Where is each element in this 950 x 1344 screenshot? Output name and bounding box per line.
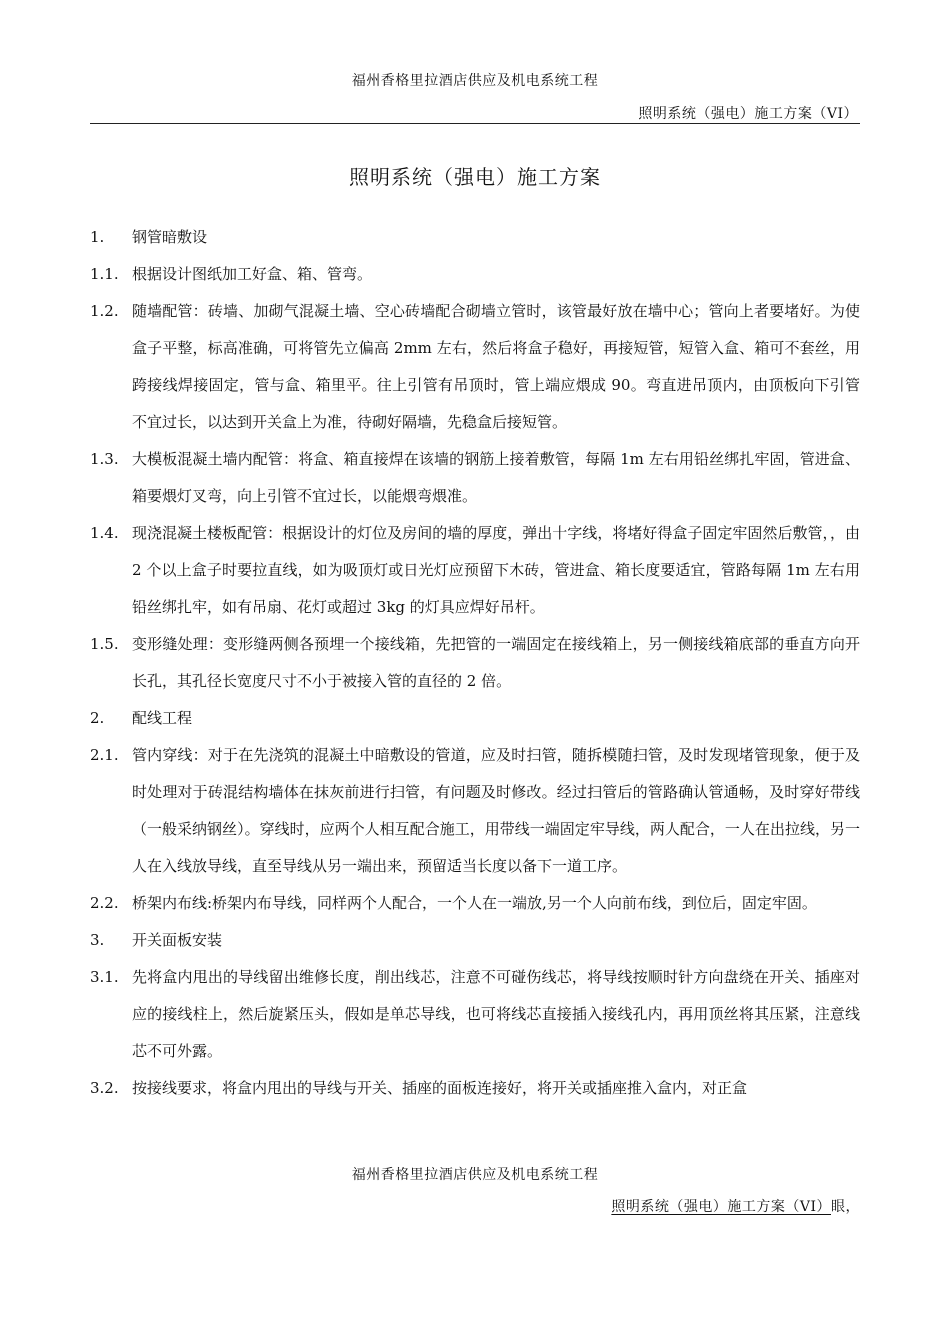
paragraph-item bbox=[90, 737, 860, 885]
paragraph-text: 配线工程 bbox=[132, 709, 193, 727]
paragraph-text: 先将盒内甩出的导线留出维修长度，削出线芯，注意不可碰伤线芯，将导线按顺时针方向盘绕在开关、插座对应的接线柱上，然后旋紧压头，假如是单芯导线，也可将线芯直接插入接线孔内，再用顶丝将其压紧，注意线芯不可外露。 bbox=[132, 968, 860, 1060]
paragraph-number: 2.2. bbox=[90, 894, 119, 912]
header-section-name: 照明系统（强电）施工方案（VI） bbox=[638, 106, 858, 122]
paragraph-number: 3.2. bbox=[90, 1079, 119, 1097]
footer-trailing-text: 眼， bbox=[831, 1199, 860, 1215]
paragraph-item bbox=[90, 256, 860, 293]
document-title: 照明系统（强电）施工方案 bbox=[349, 165, 601, 189]
document-body bbox=[90, 219, 860, 1107]
paragraph-text: 现浇混凝土楼板配管：根据设计的灯位及房间的墙的厚度，弹出十字线，将堵好得盒子固定牢固然后敷管，，由 2 个以上盒子时要拉直线，如为吸顶灯或日光灯应预留下木砖，管进盒、箱长度要适宜，管路每隔 1m 左右用铅丝绑扎牢，如有吊扇、花灯或超过 3kg 的灯具应焊好吊杆。 bbox=[132, 524, 860, 616]
paragraph-item bbox=[90, 441, 860, 515]
paragraph-text: 大模板混凝土墙内配管：将盒、箱直接焊在该墙的钢筋上接着敷管，每隔 1m 左右用铅丝绑扎牢固，管进盒、箱要煨灯叉弯，向上引管不宜过长，以能煨弯煨准。 bbox=[132, 450, 860, 505]
paragraph-text: 钢管暗敷设 bbox=[132, 228, 208, 246]
paragraph-text: 根据设计图纸加工好盒、箱、管弯。 bbox=[132, 265, 373, 283]
footer-project-name: 福州香格里拉酒店供应及机电系统工程 bbox=[351, 1167, 599, 1183]
paragraph-number: 1.5. bbox=[90, 635, 119, 653]
paragraph-number: 3.1. bbox=[90, 968, 119, 986]
paragraph-text: 管内穿线：对于在先浇筑的混凝土中暗敷设的管道，应及时扫管，随拆模随扫管，及时发现堵管现象，便于及时处理对于砖混结构墙体在抹灰前进行扫管，有问题及时修改。经过扫管后的管路确认管通畅，及时穿好带线（一般采纳钢丝）。穿线时，应两个人相互配合施工，用带线一端固定牢导线，两人配合，一人在出拉线，另一人在入线放导线，直至导线从另一端出来，预留适当长度以备下一道工序。 bbox=[132, 746, 860, 875]
paragraph-number: 1. bbox=[90, 228, 105, 246]
paragraph-number: 1.4. bbox=[90, 524, 119, 542]
paragraph-item bbox=[90, 293, 860, 441]
paragraph-item bbox=[90, 1070, 860, 1107]
footer-section bbox=[611, 1196, 860, 1216]
paragraph-number: 1.3. bbox=[90, 450, 119, 468]
paragraph-item bbox=[90, 885, 860, 922]
paragraph-item bbox=[90, 219, 860, 256]
paragraph-item bbox=[90, 515, 860, 626]
paragraph-number: 1.2. bbox=[90, 302, 119, 320]
paragraph-text: 按接线要求，将盒内甩出的导线与开关、插座的面板连接好，将开关或插座推入盒内，对正盒 bbox=[132, 1079, 748, 1097]
footer-section-name: 照明系统（强电）施工方案（VI） bbox=[611, 1199, 831, 1215]
paragraph-item bbox=[90, 700, 860, 737]
paragraph-text: 变形缝处理：变形缝两侧各预埋一个接线箱，先把管的一端固定在接线箱上，另一侧接线箱底部的垂直方向开长孔，其孔径长宽度尺寸不小于被接入管的直径的 2 倍。 bbox=[132, 635, 860, 690]
paragraph-number: 3. bbox=[90, 931, 105, 949]
paragraph-text: 桥架内布线:桥架内布导线，同样两个人配合，一个人在一端放,另一个人向前布线，到位后，固定牢固。 bbox=[132, 894, 817, 912]
paragraph-item bbox=[90, 922, 860, 959]
paragraph-item bbox=[90, 626, 860, 700]
paragraph-text: 开关面板安装 bbox=[132, 931, 223, 949]
paragraph-item bbox=[90, 959, 860, 1070]
paragraph-number: 2. bbox=[90, 709, 105, 727]
paragraph-number: 2.1. bbox=[90, 746, 119, 764]
paragraph-text: 随墙配管：砖墙、加砌气混凝土墙、空心砖墙配合砌墙立管时，该管最好放在墙中心；管向上者要堵好。为使盒子平整，标高准确，可将管先立偏高 2mm 左右，然后将盒子稳好，再接短管，短管入盒、箱可不套丝，用跨接线焊接固定，管与盒、箱里平。往上引管有吊顶时，管上端应煨成 90。弯直进吊顶内，由顶板向下引管不宜过长，以达到开关盒上为准，待砌好隔墙，先稳盒后接短管。 bbox=[132, 302, 860, 431]
header-project-name: 福州香格里拉酒店供应及机电系统工程 bbox=[351, 73, 599, 89]
paragraph-number: 1.1. bbox=[90, 265, 119, 283]
header-divider bbox=[90, 123, 860, 124]
